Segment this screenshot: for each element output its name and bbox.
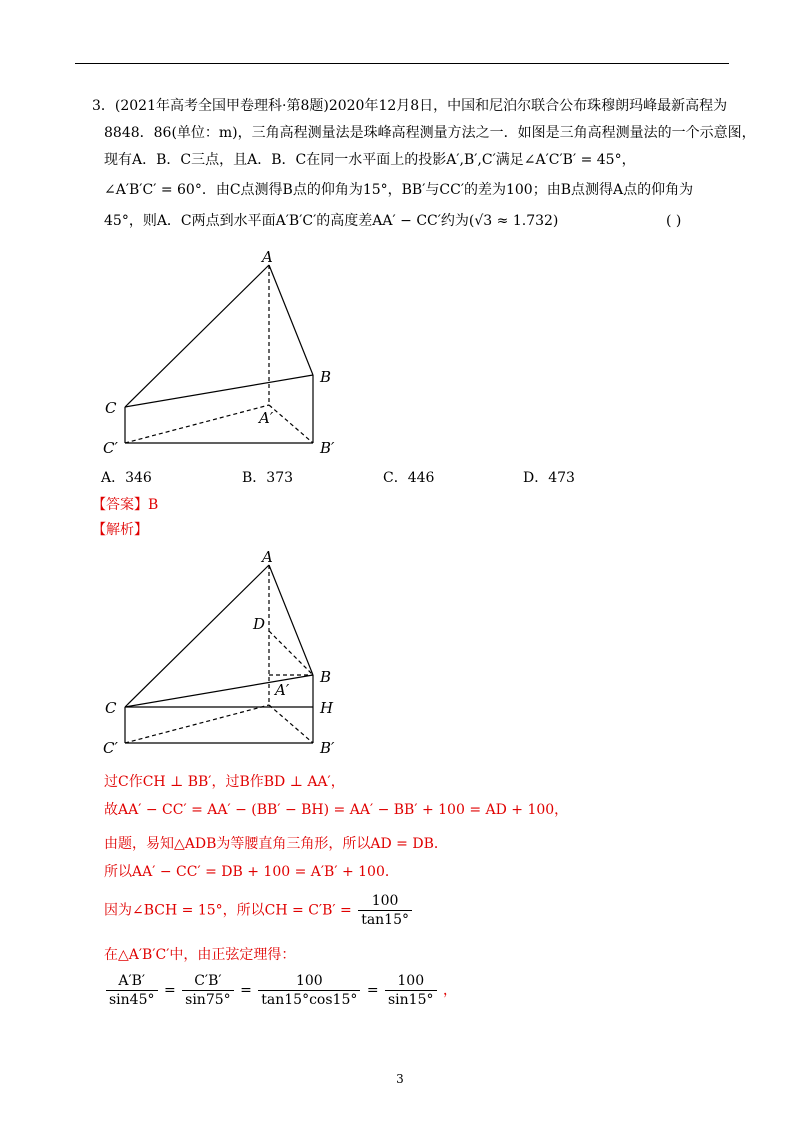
fig2-label-B1: B′ <box>320 739 335 757</box>
fraction-numerator: C′B′ <box>182 972 234 991</box>
fig2-label-D: D <box>253 615 266 633</box>
page-number: 3 <box>396 1072 404 1086</box>
solution-line-5-text: 因为∠BCH = 15°，所以CH = C′B′ = <box>104 902 352 919</box>
equals-sign: = <box>163 982 176 999</box>
fig2-label-C1: C′ <box>103 739 118 757</box>
choice-d: D．473 <box>523 470 575 486</box>
fig2-label-H: H <box>320 699 334 717</box>
equals-sign: = <box>366 982 379 999</box>
sine-law-equation <box>104 972 457 1009</box>
fraction-denominator: sin75° <box>185 992 231 1008</box>
fraction-numerator: 100 <box>358 892 412 911</box>
solution-line-2: 故AA′ − CC′ = AA′ − (BB′ − BH) = AA′ − BB′ + 100 = AD + 100， <box>104 802 569 818</box>
fraction-numerator: 100 <box>258 972 360 991</box>
fig1-label-A: A <box>262 248 273 266</box>
answer-bracket: ( ) <box>666 213 682 229</box>
figure-1-diagram <box>95 245 365 465</box>
fraction-100-over-sin15 <box>385 972 437 1009</box>
fraction-a1b1-over-sin45 <box>106 972 158 1009</box>
fraction-denominator: tan15°cos15° <box>261 992 358 1008</box>
fig1-label-C1: C′ <box>103 439 118 457</box>
fig1-label-A1: A′ <box>259 409 274 427</box>
fig1-label-B: B <box>320 368 332 386</box>
solution-line-3: 由题，易知△ADB为等腰直角三角形，所以AD = DB． <box>104 836 448 852</box>
fraction-100-over-tan15 <box>358 892 412 929</box>
answer-label: 【答案】B <box>92 497 159 513</box>
fig1-label-B1: B′ <box>320 439 335 457</box>
question-line-2: 8848．86(单位：m)，三角高程测量法是珠峰高程测量方法之一．如图是三角高程测量法的一个示意图， <box>104 125 756 141</box>
analysis-label: 【解析】 <box>92 522 148 538</box>
question-line-1: 3．(2021年高考全国甲卷理科·第8题)2020年12月8日，中国和尼泊尔联合公布珠穆朗玛峰最新高程为 <box>92 98 728 114</box>
fraction-100-over-tan15cos15 <box>258 972 360 1009</box>
fig1-label-C: C <box>105 399 117 417</box>
solution-line-1: 过C作CH ⊥ BB′，过B作BD ⊥ AA′， <box>104 774 345 790</box>
fraction-c1b1-over-sin75 <box>182 972 234 1009</box>
solution-line-6: 在△A′B′C′中，由正弦定理得： <box>104 947 296 963</box>
equals-sign: = <box>240 982 252 999</box>
fraction-numerator: 100 <box>385 972 437 991</box>
fraction-denominator: tan15° <box>361 912 409 928</box>
fig2-label-C: C <box>105 699 117 717</box>
fig2-label-A: A <box>262 548 273 566</box>
fig2-label-B: B <box>320 668 332 686</box>
fraction-numerator: A′B′ <box>106 972 158 991</box>
fraction-denominator: sin45° <box>109 992 155 1008</box>
header-rule <box>75 63 729 64</box>
choice-c: C．446 <box>383 470 435 486</box>
figure-2-diagram <box>95 545 365 760</box>
question-line-3: 现有A．B．C三点，且A．B．C在同一水平面上的投影A′,B′,C′满足∠A′C′B′ = 45°， <box>104 152 636 168</box>
choice-b: B．373 <box>242 470 294 486</box>
trailing-comma: ， <box>442 982 457 999</box>
solution-line-5 <box>104 892 414 929</box>
fraction-denominator: sin15° <box>388 992 434 1008</box>
choice-a: A．346 <box>101 470 152 486</box>
fig2-label-A1: A′ <box>275 681 290 699</box>
question-line-4: ∠A′B′C′ = 60°．由C点测得B点的仰角为15°，BB′与CC′的差为100；由B点测得A点的仰角为 <box>104 182 694 198</box>
question-line-5: 45°，则A．C两点到水平面A′B′C′的高度差AA′ − CC′约为(√3 ≈ 1.732) <box>104 213 559 229</box>
solution-line-4: 所以AA′ − CC′ = DB + 100 = A′B′ + 100． <box>104 864 399 880</box>
